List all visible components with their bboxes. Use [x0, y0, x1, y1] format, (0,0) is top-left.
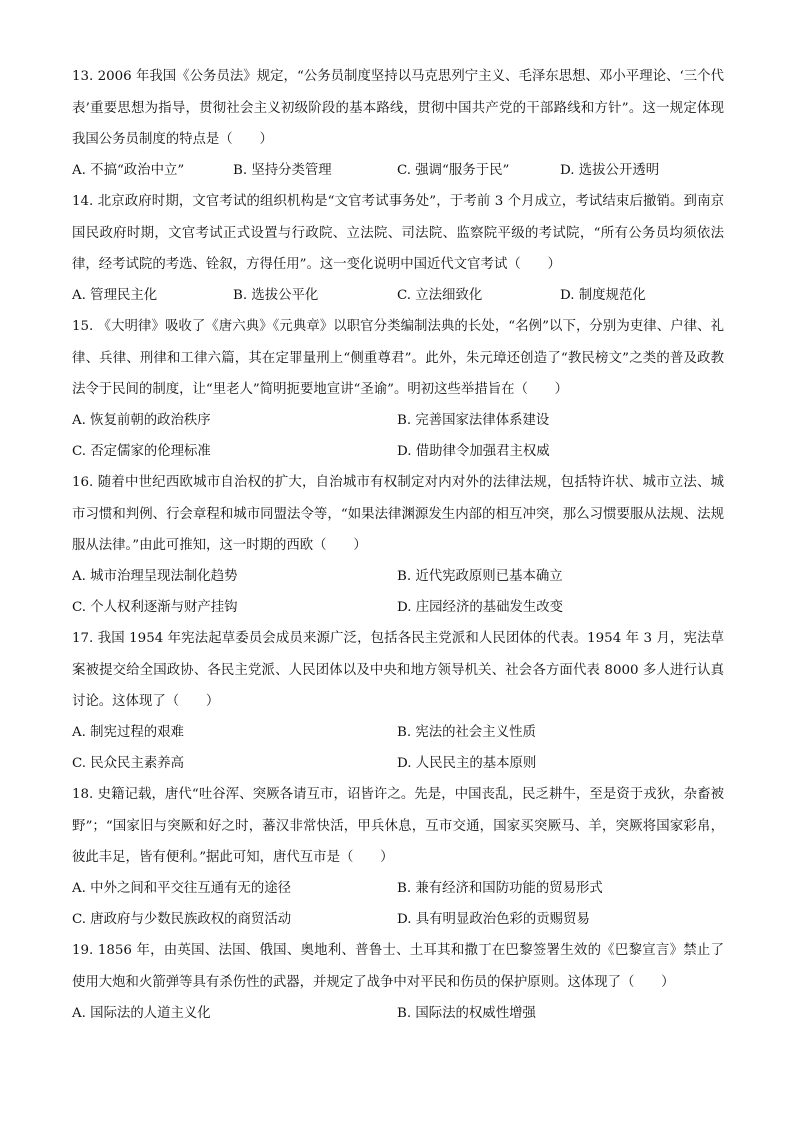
question-17-options-row-2 — [72, 748, 724, 779]
question-16-option-b[interactable]: B. 近代宪政原则已基本确立 — [397, 569, 563, 584]
question-18-options-row-1 — [72, 873, 724, 904]
question-18-option-a[interactable]: A. 中外之间和平交往互通有无的途径 — [72, 881, 292, 896]
question-18-stem: 18. 史籍记载，唐代“吐谷浑、突厥各请互市，诏皆许之。先是，中国丧乱，民乏耕牛，至是资于戎狄，杂畜被野”；“国家旧与突厥和好之时，蕃汉非常快活，甲兵休息，互市交通，国家买突厥马、羊，突厥将国家彩帛，彼此丰足，皆有便利。”据此可知，唐代互市是（ ） — [72, 787, 724, 865]
question-17-option-d[interactable]: D. 人民民主的基本原则 — [397, 756, 537, 771]
question-14-option-d[interactable]: D. 制度规范化 — [560, 288, 646, 303]
question-16-option-d[interactable]: D. 庄园经济的基础发生改变 — [397, 600, 564, 615]
question-13-option-d[interactable]: D. 选拔公开透明 — [560, 163, 660, 178]
question-19-option-b[interactable]: B. 国际法的权威性增强 — [397, 1006, 536, 1021]
question-14-option-a[interactable]: A. 管理民主化 — [72, 288, 158, 303]
question-18-option-c[interactable]: C. 唐政府与少数民族政权的商贸活动 — [72, 912, 292, 927]
question-19-stem: 19. 1856 年，由英国、法国、俄国、奥地利、普鲁士、土耳其和撒丁在巴黎签署生效的《巴黎宣言》禁止了使用大炮和火箭弹等具有杀伤性的武器，并规定了战争中对平民和伤员的保护原则。这体现了（ ） — [72, 943, 724, 990]
question-13-stem: 13. 2006 年我国《公务员法》规定，“公务员制度坚持以马克思列宁主义、毛泽东思想、邓小平理论、‘三个代表’重要思想为指导，贯彻社会主义初级阶段的基本路线，贯彻中国共产党的干部路线和方针”。这一规定体现我国公务员制度的特点是（ ） — [72, 69, 724, 147]
question-13-options — [72, 155, 724, 186]
question-15-option-b[interactable]: B. 完善国家法律体系建设 — [397, 413, 550, 428]
question-13-option-a[interactable]: A. 不搞“政治中立” — [72, 163, 185, 178]
question-13-option-c[interactable]: C. 强调“服务于民” — [397, 163, 510, 178]
question-14-option-c[interactable]: C. 立法细致化 — [397, 288, 483, 303]
question-16-option-c[interactable]: C. 个人权利逐渐与财产挂钩 — [72, 600, 238, 615]
question-16-stem: 16. 随着中世纪西欧城市自治权的扩大，自治城市有权制定对内对外的法律法规，包括特许状、城市立法、城市习惯和判例、行会章程和城市同盟法令等，“如果法律渊源发生内部的相互冲突，那么习惯要服从法规、法规服从法律。”由此可推知，这一时期的西欧（ ） — [72, 475, 724, 553]
question-17-option-b[interactable]: B. 宪法的社会主义性质 — [397, 725, 536, 740]
question-15-option-d[interactable]: D. 借助律令加强君主权威 — [397, 444, 550, 459]
question-19-option-a[interactable]: A. 国际法的人道主义化 — [72, 1006, 211, 1021]
question-14-options — [72, 280, 724, 311]
question-15-option-a[interactable]: A. 恢复前朝的政治秩序 — [72, 413, 211, 428]
question-14-option-b[interactable]: B. 选拔公平化 — [233, 288, 319, 303]
question-16-options-row-2 — [72, 592, 724, 623]
question-18-options-row-2 — [72, 904, 724, 935]
question-15-stem: 15. 《大明律》吸收了《唐六典》《元典章》以职官分类编制法典的长处，“名例”以下，分别为吏律、户律、礼律、兵律、刑律和工律六篇，其在定罪量刑上“侧重尊君”。此外，朱元璋还创造了“教民榜文”之类的普及政教法令于民间的制度，让“里老人”简明扼要地宣讲“圣谕”。明初这些举措旨在（ ） — [72, 319, 724, 397]
question-17-stem: 17. 我国 1954 年宪法起草委员会成员来源广泛，包括各民主党派和人民团体的代表。1954 年 3 月，宪法草案被提交给全国政协、各民主党派、人民团体以及中央和地方领导机关、社会各方面代表 8000 多人进行认真讨论。这体现了（ ） — [72, 631, 724, 709]
question-17-options-row-1 — [72, 717, 724, 748]
question-14-stem: 14. 北京政府时期，文官考试的组织机构是“文官考试事务处”，于考前 3 个月成立，考试结束后撤销。到南京国民政府时期，文官考试正式设置与行政院、立法院、司法院、监察院平级的考试院，“所有公务员均须依法律，经考试院的考选、铨叙，方得任用”。这一变化说明中国近代文官考试（ ） — [72, 194, 724, 272]
question-16-option-a[interactable]: A. 城市治理呈现法制化趋势 — [72, 569, 238, 584]
question-15-options-row-2 — [72, 436, 724, 467]
question-17-option-a[interactable]: A. 制宪过程的艰难 — [72, 725, 184, 740]
question-17-option-c[interactable]: C. 民众民主素养高 — [72, 756, 185, 771]
question-16-options-row-1 — [72, 561, 724, 592]
question-18-option-b[interactable]: B. 兼有经济和国防功能的贸易形式 — [397, 881, 603, 896]
question-15-options-row-1 — [72, 405, 724, 436]
question-15-option-c[interactable]: C. 否定儒家的伦理标准 — [72, 444, 211, 459]
question-18-option-d[interactable]: D. 具有明显政治色彩的贡赐贸易 — [397, 912, 590, 927]
question-13-option-b[interactable]: B. 坚持分类管理 — [233, 163, 332, 178]
question-19-options-row-1 — [72, 998, 724, 1029]
